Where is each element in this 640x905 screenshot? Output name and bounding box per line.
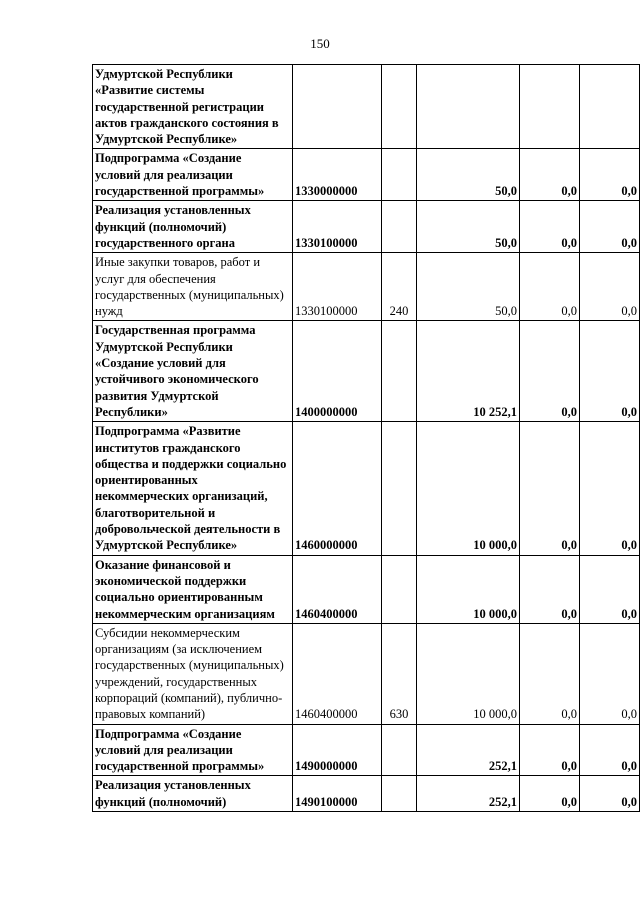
row-code-cell: 1460400000 [293,623,382,724]
row-amount-year3-cell: 0,0 [580,776,640,812]
row-amount-year2-cell: 0,0 [520,555,580,623]
row-amount-year2-cell [520,65,580,149]
row-amount-year2-cell: 0,0 [520,623,580,724]
row-code-cell: 1460400000 [293,555,382,623]
row-name-cell: Подпрограмма «Создание условий для реализации государственной программы» [93,149,293,201]
row-amount-year2-cell: 0,0 [520,253,580,321]
row-name-cell: Государственная программа Удмуртской Республики «Создание условий для устойчивого экономического развития Удмуртской Республики» [93,321,293,422]
row-expense-type-cell [382,65,417,149]
row-name-cell: Удмуртской Республики «Развитие системы государственной регистрации актов гражданского состояния в Удмуртской Республике» [93,65,293,149]
table-row [93,623,640,724]
row-amount-cell: 10 000,0 [417,555,520,623]
row-code-cell: 1330100000 [293,201,382,253]
table-row [93,776,640,812]
row-name-cell: Субсидии некоммерческим организациям (за исключением государственных (муниципальных) учреждений, государственных корпораций (компаний), публично-правовых компаний) [93,623,293,724]
budget-table [92,64,640,812]
row-code-cell: 1400000000 [293,321,382,422]
row-amount-cell: 252,1 [417,776,520,812]
row-amount-cell [417,65,520,149]
row-name-cell: Подпрограмма «Развитие институтов гражданского общества и поддержки социально ориентированных некоммерческих организаций, благотворительной и добровольческой деятельности в Удмуртской Республике» [93,422,293,555]
row-amount-cell: 50,0 [417,201,520,253]
row-amount-year2-cell: 0,0 [520,422,580,555]
table-row [93,724,640,776]
row-amount-cell: 10 252,1 [417,321,520,422]
row-expense-type-cell [382,776,417,812]
row-expense-type-cell [382,422,417,555]
row-code-cell: 1460000000 [293,422,382,555]
table-row [93,555,640,623]
row-code-cell: 1330000000 [293,149,382,201]
row-expense-type-cell [382,321,417,422]
row-code-cell: 1490100000 [293,776,382,812]
row-name-cell: Иные закупки товаров, работ и услуг для обеспечения государственных (муниципальных) нужд [93,253,293,321]
row-amount-year2-cell: 0,0 [520,321,580,422]
row-amount-year2-cell: 0,0 [520,724,580,776]
table-row [93,201,640,253]
row-expense-type-cell [382,201,417,253]
row-name-cell: Реализация установленных функций (полномочий) [93,776,293,812]
budget-table-body [93,65,640,812]
row-expense-type-cell [382,149,417,201]
row-name-cell: Оказание финансовой и экономической поддержки социально ориентированным некоммерческим организациям [93,555,293,623]
row-code-cell [293,65,382,149]
row-code-cell: 1330100000 [293,253,382,321]
row-amount-cell: 50,0 [417,253,520,321]
row-amount-cell: 252,1 [417,724,520,776]
row-amount-year3-cell: 0,0 [580,253,640,321]
row-amount-year3-cell: 0,0 [580,201,640,253]
table-row [93,149,640,201]
row-amount-year3-cell: 0,0 [580,724,640,776]
row-amount-cell: 10 000,0 [417,422,520,555]
row-expense-type-cell [382,724,417,776]
row-amount-year3-cell: 0,0 [580,555,640,623]
row-amount-year3-cell: 0,0 [580,623,640,724]
row-expense-type-cell [382,555,417,623]
row-name-cell: Подпрограмма «Создание условий для реализации государственной программы» [93,724,293,776]
row-expense-type-cell: 630 [382,623,417,724]
page-number: 150 [310,36,330,51]
table-row [93,321,640,422]
table-row [93,422,640,555]
row-amount-year2-cell: 0,0 [520,201,580,253]
row-amount-year3-cell: 0,0 [580,321,640,422]
row-amount-cell: 10 000,0 [417,623,520,724]
table-row [93,65,640,149]
table-row [93,253,640,321]
row-amount-year2-cell: 0,0 [520,776,580,812]
row-amount-year3-cell: 0,0 [580,149,640,201]
row-code-cell: 1490000000 [293,724,382,776]
row-amount-year3-cell: 0,0 [580,422,640,555]
row-amount-cell: 50,0 [417,149,520,201]
row-amount-year3-cell [580,65,640,149]
row-name-cell: Реализация установленных функций (полномочий) государственного органа [93,201,293,253]
row-expense-type-cell: 240 [382,253,417,321]
row-amount-year2-cell: 0,0 [520,149,580,201]
